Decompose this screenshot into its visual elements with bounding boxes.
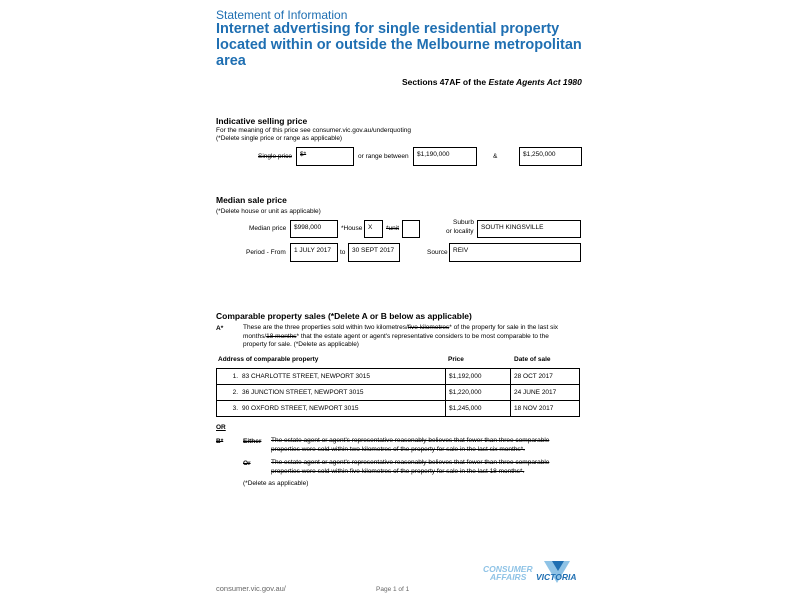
single-price-field[interactable]	[296, 147, 354, 166]
table-row	[217, 401, 580, 417]
option-a-text-2: * of the property for sale in the last six	[449, 324, 559, 331]
row-address: 83 CHARLOTTE STREET, NEWPORT 3015	[242, 373, 370, 380]
footer-url[interactable]: consumer.vic.gov.au/	[216, 584, 286, 593]
indicative-heading: Indicative selling price	[216, 116, 308, 126]
and-label: &	[493, 153, 498, 160]
option-a-text-3: months/	[243, 332, 267, 340]
option-a-text-5: property for sale. (*Delete as applicable)	[243, 341, 359, 348]
sections-act: Estate Agents Act 1980	[488, 77, 582, 87]
median-note: (*Delete house or unit as applicable)	[216, 208, 321, 215]
to-label: to	[340, 249, 346, 256]
or2-label: Or	[243, 460, 251, 467]
sections-prefix: Sections 47AF of the	[402, 77, 489, 87]
indicative-note-1: For the meaning of this price see consumer.vic.gov.au/underquoting	[216, 127, 411, 134]
indicative-note-2: (*Delete single price or range as applicable)	[216, 135, 343, 142]
option-a-marker: A*	[216, 325, 224, 332]
range-high-field[interactable]: $1,250,000	[519, 147, 582, 166]
address-cell[interactable]	[217, 401, 446, 417]
either-text-2: properties were sold within two kilometres of the property for sale in the last six months*.	[271, 445, 525, 453]
row-number: 3.	[232, 405, 238, 412]
single-price-value: $*	[300, 151, 307, 158]
comparable-table	[216, 368, 580, 417]
logo-line-2: AFFAIRS	[490, 572, 527, 582]
logo-line-3: VICTORIA	[536, 572, 577, 582]
unit-label: *unit	[386, 225, 400, 232]
range-low-field[interactable]: $1,190,000	[413, 147, 477, 166]
col-address-header: Address of comparable property	[218, 356, 319, 363]
house-label: *House	[341, 225, 363, 232]
price-cell[interactable]: $1,192,000	[446, 369, 511, 385]
source-field[interactable]: REIV	[449, 243, 581, 262]
delete-note: (*Delete as applicable)	[243, 480, 309, 487]
source-label: Source	[427, 249, 448, 256]
median-price-field[interactable]: $998,000	[290, 220, 338, 238]
option-a-strike-1: five kilometres	[407, 324, 450, 331]
suburb-label-2: or locality	[446, 228, 474, 235]
option-a-text	[243, 324, 588, 350]
either-text	[271, 437, 591, 454]
median-price-label: Median price	[249, 225, 287, 232]
sections-reference	[402, 77, 582, 87]
option-b-marker: B*	[216, 438, 224, 445]
date-cell[interactable]: 18 NOV 2017	[511, 401, 580, 417]
row-number: 2.	[232, 389, 238, 396]
suburb-field[interactable]: SOUTH KINGSVILLE	[477, 220, 581, 238]
suburb-label-1: Suburb	[453, 219, 474, 226]
period-to-field[interactable]: 30 SEPT 2017	[348, 243, 400, 262]
col-price-header: Price	[448, 356, 464, 363]
date-cell[interactable]: 24 JUNE 2017	[511, 385, 580, 401]
table-row	[217, 385, 580, 401]
row-address: 90 OXFORD STREET, NEWPORT 3015	[242, 405, 359, 412]
either-label: Either	[243, 438, 262, 445]
consumer-affairs-logo	[478, 561, 588, 591]
or-text-2: properties were sold within five kilometres of the property for sale in the last 18 months*.	[271, 467, 525, 475]
logo-line-1: CONSUMER	[483, 564, 533, 574]
single-price-label: Single price	[258, 153, 292, 160]
or-text-1: The estate agent or agent's representative reasonably believes that fewer than three comparable	[271, 459, 550, 466]
option-a-text-1: These are the three properties sold within two kilometres/	[243, 324, 408, 331]
or-label: OR	[216, 424, 226, 431]
price-cell[interactable]: $1,220,000	[446, 385, 511, 401]
range-label: or range between	[358, 153, 409, 160]
doc-kicker: Statement of Information	[216, 8, 348, 22]
comparable-heading: Comparable property sales (*Delete A or B below as applicable)	[216, 311, 472, 321]
row-address: 36 JUNCTION STREET, NEWPORT 3015	[242, 389, 364, 396]
period-label: Period - From	[246, 249, 286, 256]
period-from-field[interactable]: 1 JULY 2017	[290, 243, 338, 262]
or-text	[271, 459, 591, 476]
row-number: 1.	[232, 373, 238, 380]
table-row	[217, 369, 580, 385]
either-text-1: The estate agent or agent's representative reasonably believes that fewer than three comparable	[271, 437, 550, 444]
unit-field[interactable]	[402, 220, 420, 238]
address-cell[interactable]	[217, 369, 446, 385]
price-cell[interactable]: $1,245,000	[446, 401, 511, 417]
option-a-strike-2: 18 months	[266, 332, 297, 340]
doc-title: Internet advertising for single residential property located within or outside the Melbourne metropolitan area	[216, 21, 582, 69]
option-a-text-4: * that the estate agent or agent's representative considers to be most comparable to the	[296, 332, 549, 340]
house-field[interactable]: X	[364, 220, 383, 238]
date-cell[interactable]: 28 OCT 2017	[511, 369, 580, 385]
page-number: Page 1 of 1	[376, 586, 410, 593]
col-date-header: Date of sale	[514, 356, 551, 363]
address-cell[interactable]	[217, 385, 446, 401]
median-heading: Median sale price	[216, 195, 287, 205]
